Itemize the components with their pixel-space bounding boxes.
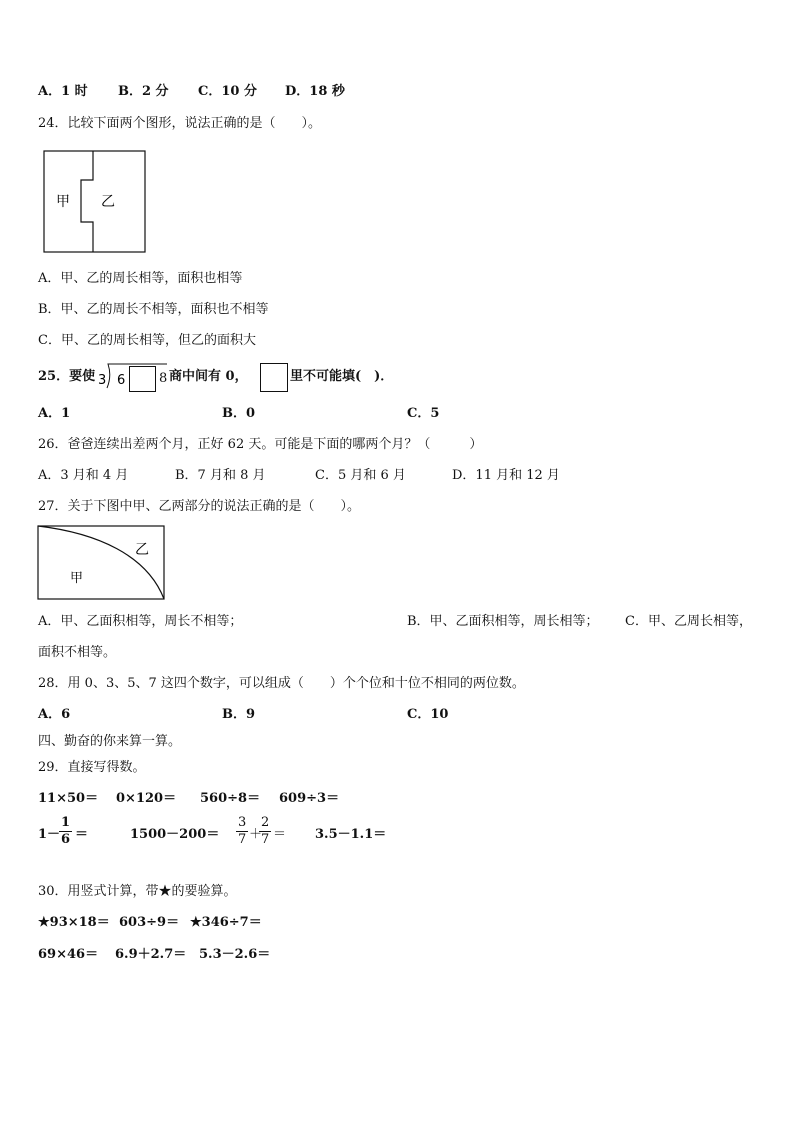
q27-option-c: C．甲、乙周长相等， <box>625 614 752 629</box>
q29-item-4: 609÷3＝ <box>279 791 340 806</box>
q25-blank-box-2[interactable] <box>260 363 288 392</box>
q25-stem-prefix: 25．要使 <box>38 369 96 384</box>
q30-item-1: ★93×18＝ <box>38 915 110 930</box>
fraction-denominator: 7 <box>261 832 270 847</box>
fraction-denominator: 7 <box>238 832 247 847</box>
q25-divisor: 3 <box>98 373 107 388</box>
q26-option-a: A．3 月和 4 月 <box>38 468 129 483</box>
q29-item-2: 0×120＝ <box>116 791 177 806</box>
q29-fraction-2-7 <box>259 815 271 848</box>
q25-option-c: C．5 <box>407 406 440 421</box>
q29-item-1: 11×50＝ <box>38 791 99 806</box>
q23-option-c: C．10 分 <box>198 84 257 99</box>
q25-option-a: A．1 <box>38 406 71 421</box>
fraction-numerator: 3 <box>238 815 247 830</box>
q27-label-jia: 甲 <box>70 571 84 586</box>
q24-label-yi: 乙 <box>101 194 115 210</box>
q28-option-a: A．6 <box>38 707 71 722</box>
q30-item-4: 69×46＝ <box>38 947 99 962</box>
q30-item-3: ★346÷7＝ <box>190 915 262 930</box>
q23-option-d: D．18 秒 <box>285 84 345 99</box>
q29-fraction-1-6 <box>59 815 72 848</box>
q29-stem: 29．直接写得数。 <box>38 760 146 775</box>
q26-option-b: B．7 月和 8 月 <box>175 468 266 483</box>
q29-r2-item-2: 1500－200＝ <box>130 827 220 842</box>
q23-option-a: A．1 时 <box>38 84 88 99</box>
q27-rectangle <box>38 526 164 599</box>
q24-label-jia: 甲 <box>56 194 70 210</box>
q25-digit3: 8 <box>159 371 168 386</box>
q26-option-d: D．11 月和 12 月 <box>452 468 560 483</box>
q27-stem: 27．关于下图中甲、乙两部分的说法正确的是（ ）。 <box>38 499 361 514</box>
q27-option-a: A．甲、乙面积相等，周长不相等； <box>38 614 243 629</box>
q25-stem-end: 里不可能填( )． <box>290 369 394 384</box>
q28-option-b: B．9 <box>222 707 256 722</box>
q30-stem: 30．用竖式计算，带★的要验算。 <box>38 884 237 899</box>
q29-item-3: 560÷8＝ <box>200 791 261 806</box>
q26-option-c: C．5 月和 6 月 <box>315 468 406 483</box>
q27-figure <box>37 525 167 602</box>
q23-option-b: B．2 分 <box>118 84 169 99</box>
q24-option-a: A．甲、乙的周长相等，面积也相等 <box>38 271 243 286</box>
q29-fraction-3-7 <box>236 815 248 848</box>
q25-blank-box-1[interactable] <box>129 366 156 392</box>
fraction-numerator: 1 <box>61 815 71 830</box>
q24-option-c: C．甲、乙的周长相等，但乙的面积大 <box>38 333 256 348</box>
q24-divider <box>81 151 93 252</box>
q26-stem: 26．爸爸连续出差两个月，正好 62 天。可能是下面的哪两个月？（ ） <box>38 437 483 452</box>
q27-option-c-continued: 面积不相等。 <box>38 645 117 660</box>
q27-curve <box>38 526 164 599</box>
q24-stem: 24．比较下面两个图形，说法正确的是（ ）。 <box>38 116 322 131</box>
fraction-denominator: 6 <box>61 832 71 847</box>
q30-item-2: 603÷9＝ <box>119 915 180 930</box>
q25-digit1: 6 <box>117 373 126 388</box>
q24-option-b: B．甲、乙的周长不相等，面积也不相等 <box>38 302 269 317</box>
section-4-heading: 四、勤奋的你来算一算。 <box>38 734 182 749</box>
q29-r2-plus: ＋ <box>249 827 263 842</box>
q30-item-6: 5.3－2.6＝ <box>199 947 271 962</box>
q24-figure <box>43 150 147 254</box>
q27-label-yi: 乙 <box>135 542 149 558</box>
fraction-numerator: 2 <box>261 815 270 830</box>
q29-r2-item-4: 3.5－1.1＝ <box>315 827 387 842</box>
q30-item-5: 6.9＋2.7＝ <box>115 947 187 962</box>
q28-stem: 28．用 0、3、5、7 这四个数字，可以组成（ ）个个位和十位不相同的两位数。 <box>38 676 525 691</box>
q28-option-c: C．10 <box>407 707 449 722</box>
q29-r2-equals-3: ＝ <box>273 827 287 842</box>
q29-r2-prefix: 1－ <box>38 827 61 842</box>
q29-r2-equals-1: ＝ <box>75 827 89 842</box>
q27-option-b: B．甲、乙面积相等，周长相等； <box>407 614 599 629</box>
q25-stem-mid: 商中间有 0， <box>169 369 248 384</box>
q25-option-b: B．0 <box>222 406 256 421</box>
